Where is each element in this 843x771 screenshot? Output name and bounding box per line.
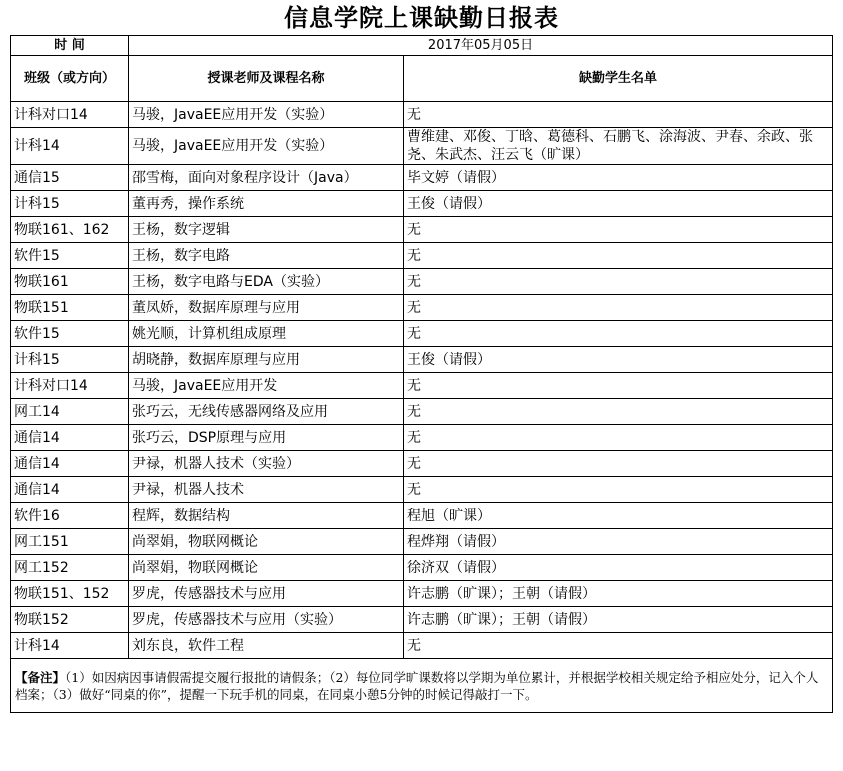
table-row	[11, 607, 833, 633]
header-teacher-course: 授课老师及课程名称	[129, 56, 404, 102]
table-row	[11, 477, 833, 503]
table-row	[11, 191, 833, 217]
cell-teacher-course: 尹禄，机器人技术	[129, 477, 404, 503]
cell-absent: 无	[404, 425, 833, 451]
cell-teacher-course: 马骏，JavaEE应用开发（实验）	[129, 128, 404, 165]
cell-absent: 无	[404, 217, 833, 243]
table-row	[11, 217, 833, 243]
cell-class: 计科14	[11, 633, 129, 659]
cell-absent: 无	[404, 102, 833, 128]
cell-class: 通信14	[11, 451, 129, 477]
note-row	[11, 659, 833, 713]
cell-absent: 曹维建、邓俊、丁晗、葛德科、石鹏飞、涂海波、尹春、余政、张尧、朱武杰、汪云飞（旷课）	[404, 128, 833, 165]
header-absent: 缺勤学生名单	[404, 56, 833, 102]
report-title: 信息学院上课缺勤日报表	[284, 3, 559, 32]
cell-class: 通信14	[11, 477, 129, 503]
cell-teacher-course: 程辉，数据结构	[129, 503, 404, 529]
cell-teacher-course: 董再秀，操作系统	[129, 191, 404, 217]
cell-teacher-course: 尚翠娟，物联网概论	[129, 529, 404, 555]
cell-absent: 无	[404, 399, 833, 425]
header-row	[11, 56, 833, 102]
cell-absent: 程旭（旷课）	[404, 503, 833, 529]
cell-teacher-course: 尹禄，机器人技术（实验）	[129, 451, 404, 477]
cell-absent: 无	[404, 243, 833, 269]
cell-absent: 无	[404, 295, 833, 321]
cell-class: 软件15	[11, 243, 129, 269]
cell-teacher-course: 罗虎，传感器技术与应用（实验）	[129, 607, 404, 633]
cell-teacher-course: 董凤娇，数据库原理与应用	[129, 295, 404, 321]
cell-absent: 毕文婷（请假）	[404, 165, 833, 191]
table-row	[11, 321, 833, 347]
cell-class: 计科14	[11, 128, 129, 165]
cell-teacher-course: 胡晓静，数据库原理与应用	[129, 347, 404, 373]
cell-teacher-course: 张巧云，DSP原理与应用	[129, 425, 404, 451]
cell-teacher-course: 刘东良，软件工程	[129, 633, 404, 659]
cell-teacher-course: 张巧云，无线传感器网络及应用	[129, 399, 404, 425]
table-row	[11, 451, 833, 477]
table-row	[11, 373, 833, 399]
header-class: 班级（或方向）	[11, 56, 129, 102]
cell-absent: 无	[404, 477, 833, 503]
cell-class: 物联151、152	[11, 581, 129, 607]
cell-class: 物联151	[11, 295, 129, 321]
cell-absent: 无	[404, 451, 833, 477]
table-row	[11, 581, 833, 607]
cell-teacher-course: 王杨，数字电路与EDA（实验）	[129, 269, 404, 295]
table-row	[11, 399, 833, 425]
cell-teacher-course: 尚翠娟，物联网概论	[129, 555, 404, 581]
cell-absent: 徐济双（请假）	[404, 555, 833, 581]
cell-teacher-course: 罗虎，传感器技术与应用	[129, 581, 404, 607]
cell-absent: 王俊（请假）	[404, 191, 833, 217]
cell-class: 物联161、162	[11, 217, 129, 243]
cell-teacher-course: 王杨，数字电路	[129, 243, 404, 269]
table-row	[11, 295, 833, 321]
cell-absent: 程烨翔（请假）	[404, 529, 833, 555]
cell-class: 通信15	[11, 165, 129, 191]
cell-class: 物联152	[11, 607, 129, 633]
table-row	[11, 633, 833, 659]
cell-class: 网工14	[11, 399, 129, 425]
cell-teacher-course: 马骏，JavaEE应用开发（实验）	[129, 102, 404, 128]
cell-teacher-course: 姚光顺，计算机组成原理	[129, 321, 404, 347]
cell-teacher-course: 邵雪梅，面向对象程序设计（Java）	[129, 165, 404, 191]
table-row	[11, 128, 833, 165]
table-row	[11, 102, 833, 128]
cell-absent: 无	[404, 321, 833, 347]
table-row	[11, 503, 833, 529]
cell-class: 软件15	[11, 321, 129, 347]
cell-class: 物联161	[11, 269, 129, 295]
cell-class: 通信14	[11, 425, 129, 451]
table-row	[11, 425, 833, 451]
cell-class: 计科15	[11, 347, 129, 373]
cell-absent: 无	[404, 633, 833, 659]
table-row	[11, 243, 833, 269]
table-row	[11, 555, 833, 581]
table-row	[11, 165, 833, 191]
cell-absent: 无	[404, 373, 833, 399]
cell-absent: 无	[404, 269, 833, 295]
cell-class: 网工151	[11, 529, 129, 555]
time-row	[11, 36, 833, 56]
note-label: 【备注】	[15, 669, 66, 685]
cell-absent: 许志鹏（旷课）；王朝（请假）	[404, 581, 833, 607]
cell-class: 计科对口14	[11, 373, 129, 399]
time-label: 时 间	[11, 36, 129, 56]
table-row	[11, 269, 833, 295]
note-cell	[11, 659, 833, 713]
cell-class: 软件16	[11, 503, 129, 529]
table-row	[11, 529, 833, 555]
absence-table	[10, 35, 833, 713]
cell-class: 计科15	[11, 191, 129, 217]
cell-class: 网工152	[11, 555, 129, 581]
cell-teacher-course: 马骏，JavaEE应用开发	[129, 373, 404, 399]
cell-teacher-course: 王杨，数字逻辑	[129, 217, 404, 243]
cell-class: 计科对口14	[11, 102, 129, 128]
report-date: 2017年05月05日	[129, 36, 833, 56]
note-text: （1）如因病因事请假需提交履行报批的请假条；（2）每位同学旷课数将以学期为单位累计，并根据学校相关规定给予相应处分，记入个人档案；（3）做好“同桌的你”，提醒一下玩手机的同桌，在同桌小憩5分钟的时候记得敲打一下。	[15, 669, 819, 702]
cell-absent: 许志鹏（旷课）；王朝（请假）	[404, 607, 833, 633]
table-row	[11, 347, 833, 373]
cell-absent: 王俊（请假）	[404, 347, 833, 373]
